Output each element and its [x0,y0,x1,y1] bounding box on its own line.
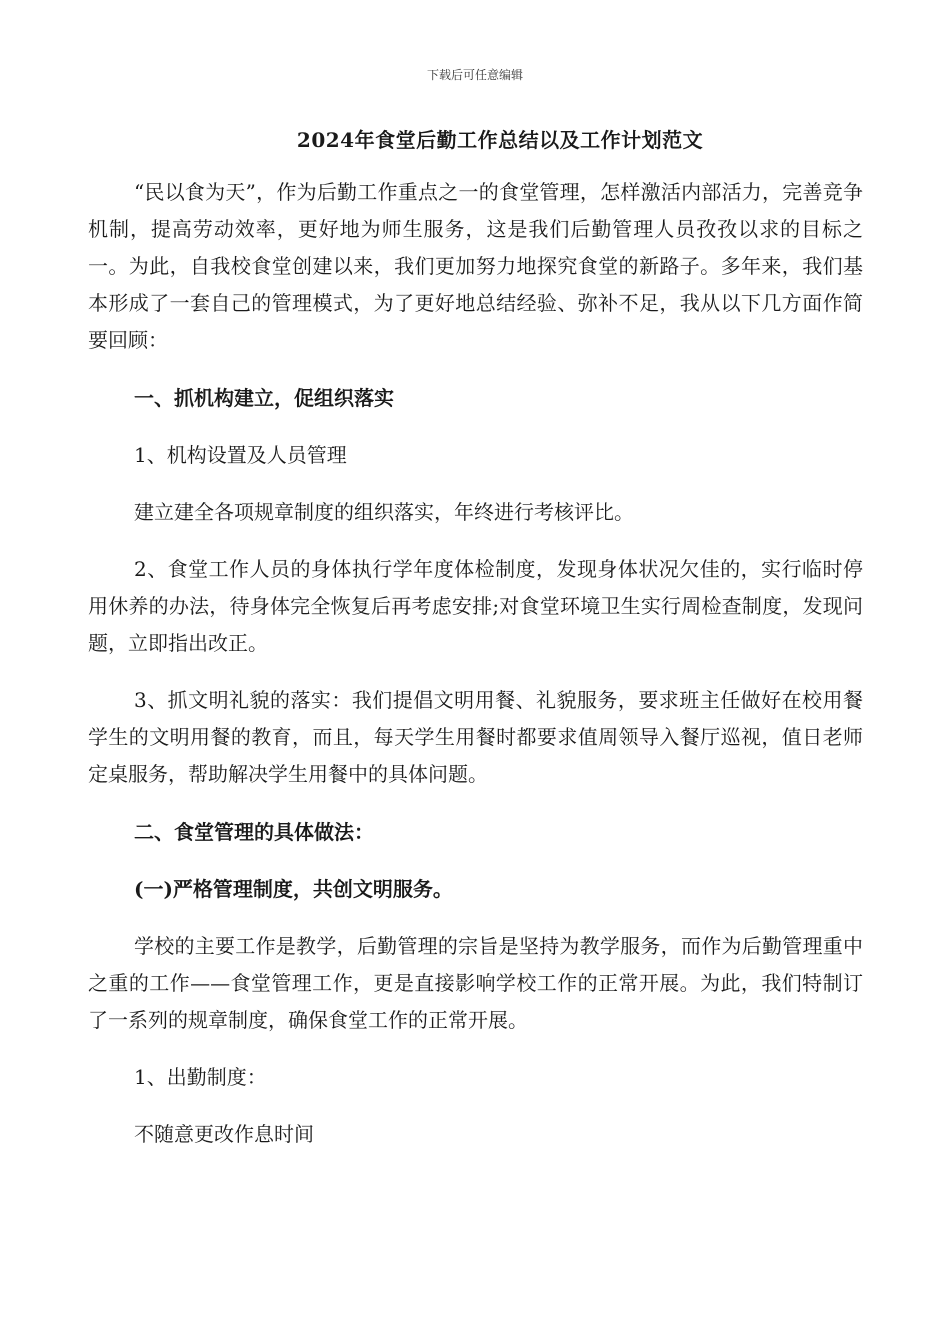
item-1-label: 1、机构设置及人员管理 [134,443,347,467]
item-2-paragraph: 2、食堂工作人员的身体执行学年度体检制度，发现身体状况欠佳的，实行临时停用休养的办法，待身体完全恢复后再考虑安排;对食堂环境卫生实行周检查制度，发现问题，立即指出改正。 [88,557,863,655]
intro-paragraph: “民以食为天”，作为后勤工作重点之一的食堂管理，怎样激活内部活力，完善竞争机制，提高劳动效率，更好地为师生服务，这是我们后勤管理人员孜孜以求的目标之一。为此，自我校食堂创建以来，我们更加努力地探究食堂的新路子。多年来，我们基本形成了一套自己的管理模式，为了更好地总结经验、弥补不足，我从以下几方面作简要回顾： [88,180,863,352]
subsection-1-paragraph: 学校的主要工作是教学，后勤管理的宗旨是坚持为教学服务，而作为后勤管理重中之重的工作——食堂管理工作，更是直接影响学校工作的正常开展。为此，我们特制订了一系列的规章制度，确保食堂工作的正常开展。 [88,934,863,1032]
item-1-text: 建立建全各项规章制度的组织落实，年终进行考核评比。 [134,500,634,524]
rule-1-text: 不随意更改作息时间 [134,1122,314,1146]
header-note: 下载后可任意编辑 [426,68,523,82]
document-title: 2024年食堂后勤工作总结以及工作计划范文 [296,128,704,152]
section-1-heading: 一、抓机构建立，促组织落实 [134,386,394,410]
section-2-heading: 二、食堂管理的具体做法： [134,820,374,844]
document-body [88,174,863,1153]
subsection-1-heading: (一)严格管理制度，共创文明服务。 [134,877,453,901]
item-3-paragraph: 3、抓文明礼貌的落实：我们提倡文明用餐、礼貌服务，要求班主任做好在校用餐学生的文明用餐的教育，而且，每天学生用餐时都要求值周领导入餐厅巡视，值日老师定桌服务，帮助解决学生用餐中的具体问题。 [88,688,863,786]
rule-1-label: 1、出勤制度： [134,1065,267,1089]
